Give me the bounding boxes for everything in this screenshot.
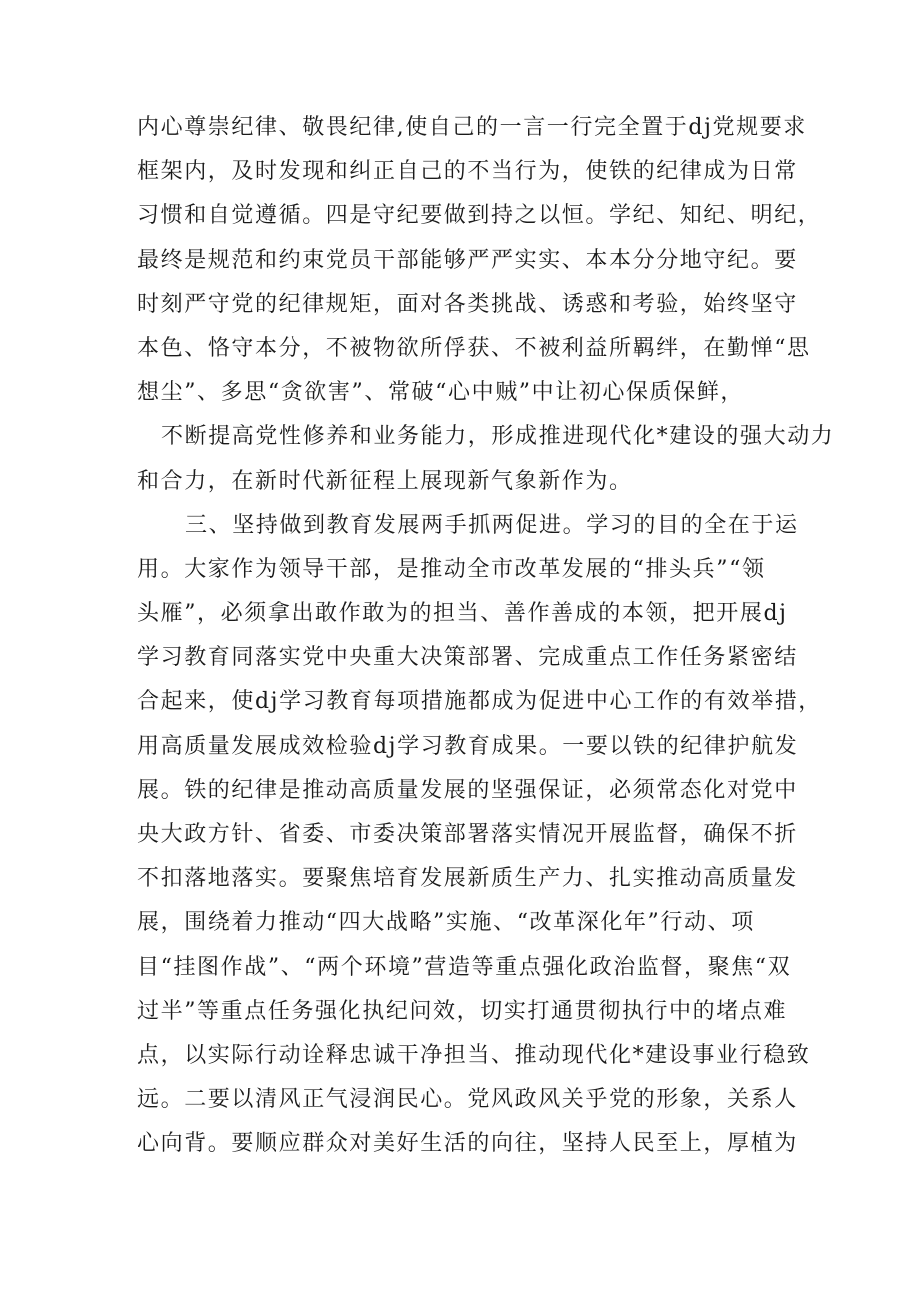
- body-text: [137, 106, 835, 1167]
- text-line: 最终是规范和约束党员干部能够严严实实、本本分分地守纪。要: [137, 247, 798, 273]
- text-line: 展。铁的纪律是推动高质量发展的坚强保证，必须常态化对党中: [137, 777, 798, 803]
- text-line: 目“挂图作战”、“两个环境”营造等重点强化政治监督，聚焦“双: [137, 954, 792, 980]
- text-line: 不扣落地落实。要聚焦培育发展新质生产力、扎实推动高质量发: [137, 866, 798, 892]
- text-line: 学习教育同落实党中央重大决策部署、完成重点工作任务紧密结: [137, 645, 798, 671]
- text-line: 点，以实际行动诠释忠诚干净担当、推动现代化*建设事业行稳致: [137, 1042, 811, 1068]
- text-line: 框架内，及时发现和纠正自己的不当行为，使铁的纪律成为日常: [137, 159, 798, 185]
- text-line: 央大政方针、省委、市委决策部署落实情况开展监督，确保不折: [137, 822, 798, 847]
- text-line: 习惯和自觉遵循。四是守纪要做到持之以恒。学纪、知纪、明纪，: [137, 203, 822, 229]
- text-line: 头雁”，必须拿出敢作敢为的担当、善作善成的本领，把开展dj: [137, 601, 788, 627]
- text-line: 时刻严守党的纪律规矩，面对各类挑战、诱惑和考验，始终坚守: [137, 291, 798, 317]
- text-line: 用高质量发展成效检验dj学习教育成果。一要以铁的纪律护航发: [137, 733, 799, 759]
- text-line: 心向背。要顺应群众对美好生活的向往，坚持人民至上，厚植为: [137, 1131, 798, 1157]
- text-line: 展，围绕着力推动“四大战略”实施、“改革深化年”行动、项: [137, 910, 755, 936]
- text-line: 想尘”、多思“贪欲害”、常破“心中贼”中让初心保质保鲜，: [137, 380, 745, 406]
- text-line: 远。二要以清风正气浸润民心。党风政风关乎党的形象，关系人: [137, 1087, 798, 1113]
- text-line: 不断提高党性修养和业务能力，形成推进现代化*建设的强大动力: [161, 424, 835, 450]
- text-line: 和合力，在新时代新征程上展现新气象新作为。: [137, 468, 633, 494]
- text-line: 过半”等重点任务强化执纪问效，切实打通贯彻执行中的堵点难: [137, 998, 788, 1024]
- text-line: 合起来，使dj学习教育每项措施都成为促进中心工作的有效举措，: [137, 689, 822, 715]
- text-line: 用。大家作为领导干部，是推动全市改革发展的“排头兵”“领: [137, 556, 766, 582]
- text-line: 本色、恪守本分，不被物欲所俘获、不被利益所羁绊，在勤惮“思: [137, 335, 811, 361]
- text-line: 内心尊崇纪律、敬畏纪律,使自己的一言一行完全置于dj党规要求: [137, 115, 807, 140]
- section-heading-line: 三、坚持做到教育发展两手抓两促进。学习的目的全在于运: [185, 512, 799, 538]
